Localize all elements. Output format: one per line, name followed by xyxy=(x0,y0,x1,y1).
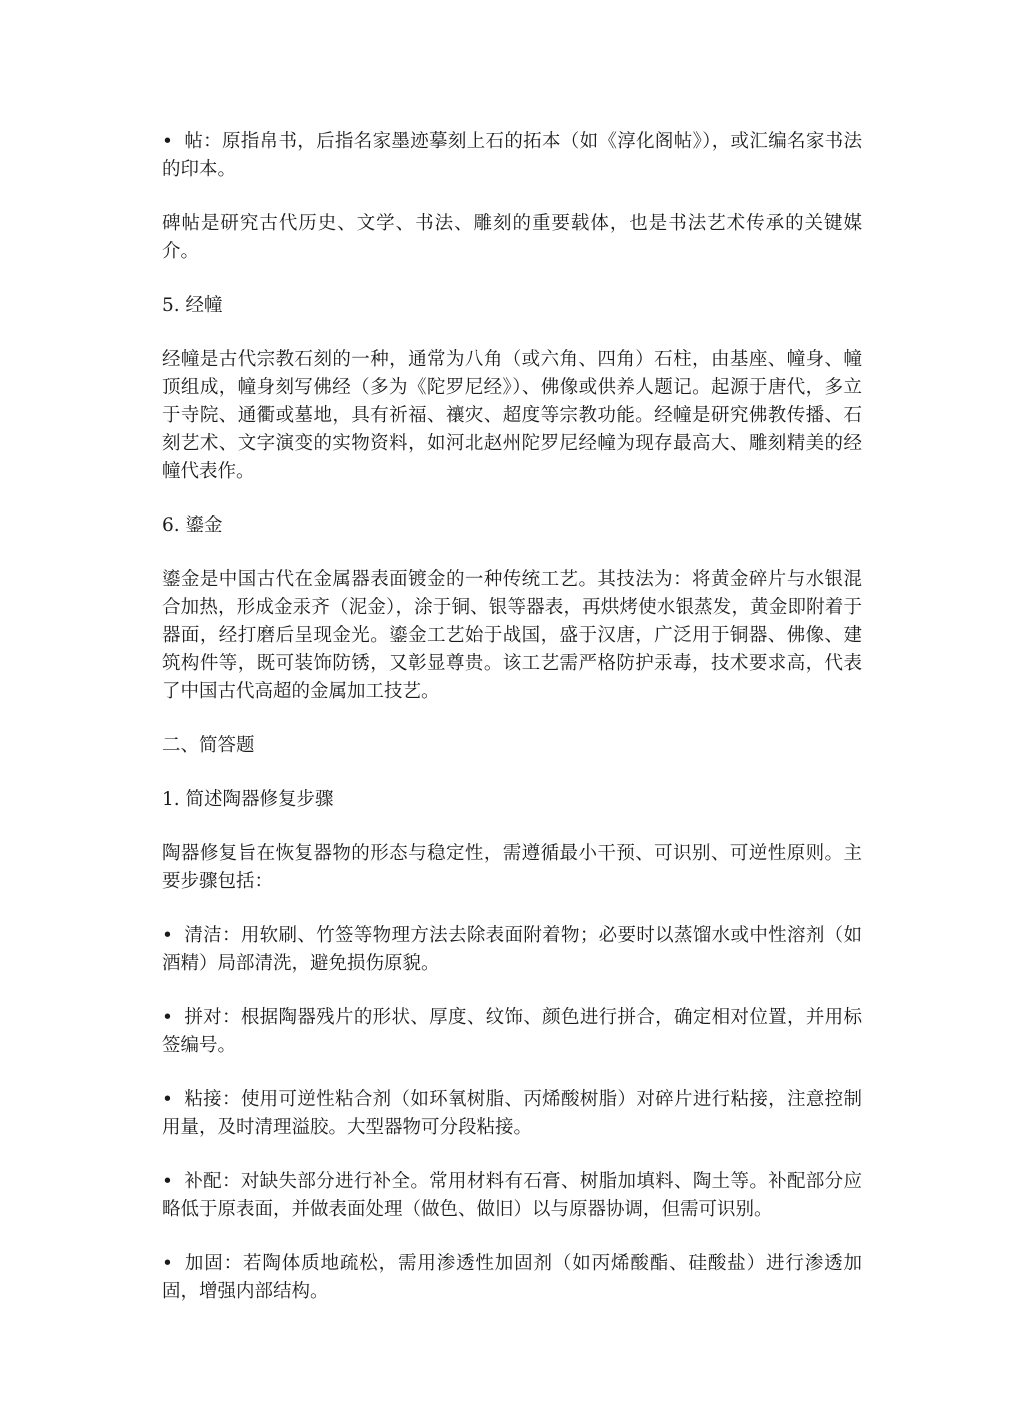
heading-pottery-restoration: 1. 简述陶器修复步骤 xyxy=(162,789,334,810)
bullet-text: 拼对：根据陶器残片的形状、厚度、纹饰、颜色进行拼合，确定相对位置，并用标签编号。 xyxy=(162,1007,862,1056)
bullet-filling xyxy=(162,1168,862,1224)
bullet-tie-definition xyxy=(162,128,862,184)
bullet-marker: • xyxy=(162,1171,173,1192)
bullet-marker: • xyxy=(162,1007,173,1028)
bullet-text: 粘接：使用可逆性粘合剂（如环氧树脂、丙烯酸树脂）对碎片进行粘接，注意控制用量，及时清理溢胶。大型器物可分段粘接。 xyxy=(162,1089,862,1138)
bullet-bonding xyxy=(162,1086,862,1142)
heading-liujin: 6. 鎏金 xyxy=(162,515,223,536)
bullet-marker: • xyxy=(162,1089,173,1110)
bullet-marker: • xyxy=(162,925,173,946)
bullet-text: 补配：对缺失部分进行补全。常用材料有石膏、树脂加填料、陶土等。补配部分应略低于原表面，并做表面处理（做色、做旧）以与原器协调，但需可识别。 xyxy=(162,1171,862,1220)
bullet-text: 帖：原指帛书，后指名家墨迹摹刻上石的拓本（如《淳化阁帖》），或汇编名家书法的印本。 xyxy=(162,131,862,180)
document-page xyxy=(162,128,862,1332)
paragraph-jingchuang: 经幢是古代宗教石刻的一种，通常为八角（或六角、四角）石柱，由基座、幢身、幢顶组成，幢身刻写佛经（多为《陀罗尼经》）、佛像或供养人题记。起源于唐代，多立于寺院、通衢或墓地，具有祈福、禳灾、超度等宗教功能。经幢是研究佛教传播、石刻艺术、文字演变的实物资料，如河北赵州陀罗尼经幢为现存最高大、雕刻精美的经幢代表作。 xyxy=(162,349,862,482)
bullet-marker: • xyxy=(162,131,173,152)
bullet-text: 加固：若陶体质地疏松，需用渗透性加固剂（如丙烯酸酯、硅酸盐）进行渗透加固，增强内部结构。 xyxy=(162,1253,862,1302)
bullet-text: 清洁：用软刷、竹签等物理方法去除表面附着物；必要时以蒸馏水或中性溶剂（如酒精）局部清洗，避免损伤原貌。 xyxy=(162,925,862,974)
paragraph-beitie-summary: 碑帖是研究古代历史、文学、书法、雕刻的重要载体，也是书法艺术传承的关键媒介。 xyxy=(162,213,862,262)
paragraph-liujin: 鎏金是中国古代在金属器表面镀金的一种传统工艺。其技法为：将黄金碎片与水银混合加热，形成金汞齐（泥金），涂于铜、银等器表，再烘烤使水银蒸发，黄金即附着于器面，经打磨后呈现金光。鎏金工艺始于战国，盛于汉唐，广泛用于铜器、佛像、建筑构件等，既可装饰防锈，又彰显尊贵。该工艺需严格防护汞毒，技术要求高，代表了中国古代高超的金属加工技艺。 xyxy=(162,569,862,702)
bullet-marker: • xyxy=(162,1253,173,1274)
bullet-matching xyxy=(162,1004,862,1060)
heading-section-short-answer: 二、简答题 xyxy=(162,735,255,756)
heading-jingchuang: 5. 经幢 xyxy=(162,295,223,316)
bullet-cleaning xyxy=(162,922,862,978)
paragraph-pottery-intro: 陶器修复旨在恢复器物的形态与稳定性，需遵循最小干预、可识别、可逆性原则。主要步骤包括： xyxy=(162,843,862,892)
bullet-reinforcing xyxy=(162,1250,862,1306)
